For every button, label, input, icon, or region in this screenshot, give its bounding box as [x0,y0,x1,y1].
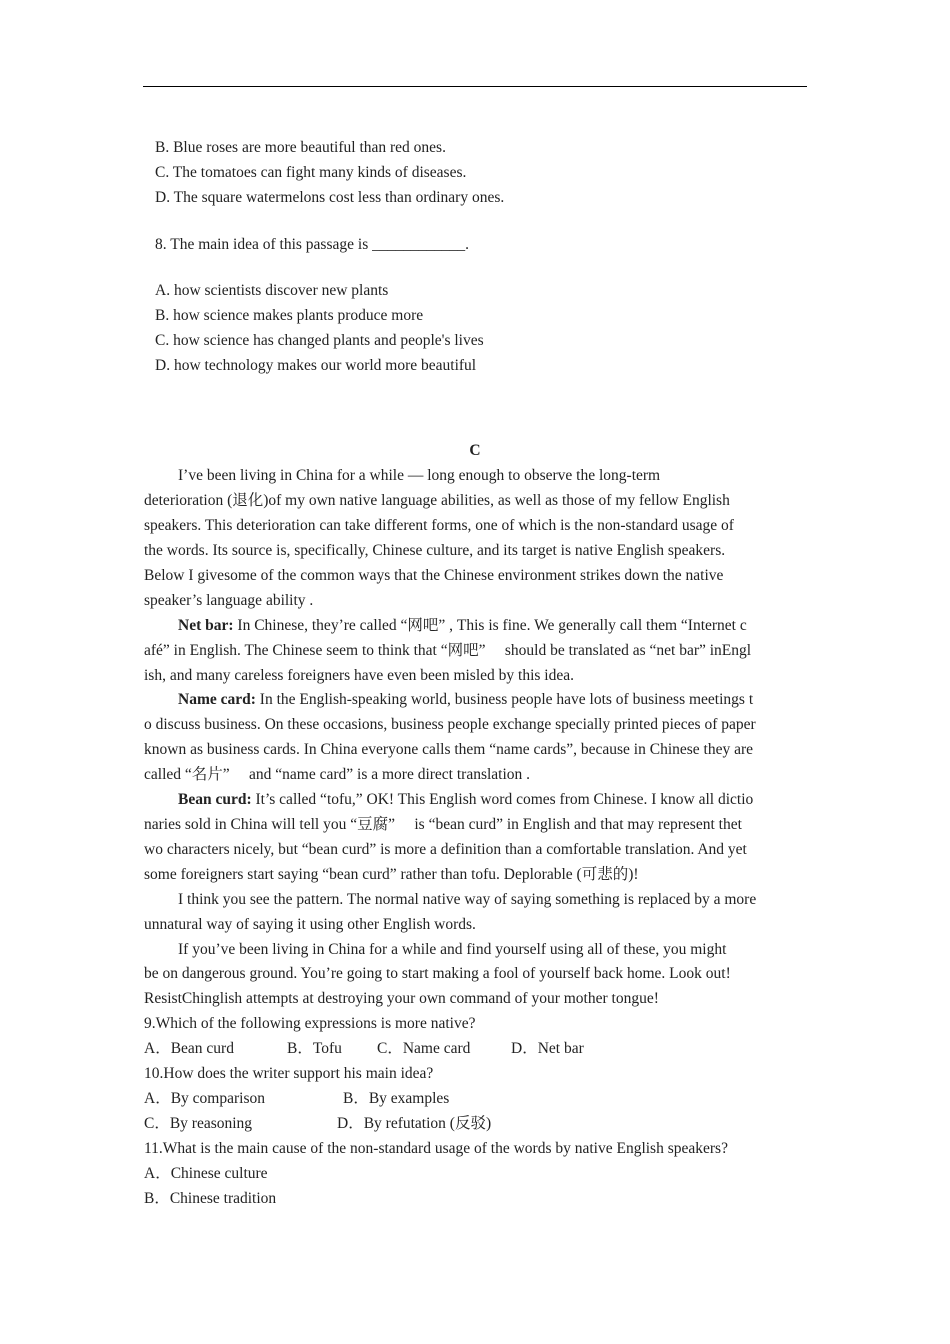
q7-option-d: D. The square watermelons cost less than ordinary ones. [155,189,505,206]
closing-line: be on dangerous ground. You’re going to start making a fool of yourself back home. Look out! [144,965,731,982]
intro-line: Below I givesome of the common ways that the Chinese environment strikes down the native [144,567,724,584]
namecard-line: Name card: In the English-speaking world, business people have lots of business meetings t [178,691,754,708]
q8-option-c: C. how science has changed plants and people's lives [155,332,484,349]
q10-option-b: B．By examples [343,1090,450,1107]
q9-option-a: A．Bean curd [144,1040,234,1057]
beancurd-line: wo characters nicely, but “bean curd” is more a definition than a comfortable translation. And yet [144,841,747,858]
netbar-label: Net bar: [178,617,234,634]
q7-option-c: C. The tomatoes can fight many kinds of diseases. [155,164,467,181]
closing-line: ResistChinglish attempts at destroying your own command of your mother tongue! [144,990,659,1007]
q10-option-a: A．By comparison [144,1090,265,1107]
q9-option-d: D．Net bar [511,1040,584,1057]
beancurd-line: some foreigners start saying “bean curd” rather than tofu. Deplorable (可悲的)! [144,866,639,883]
section-heading: C [469,442,481,459]
intro-line: I’ve been living in China for a while — long enough to observe the long-term [178,467,661,484]
namecard-label: Name card: [178,691,256,708]
netbar-line: Net bar: In Chinese, they’re called “网吧” , This is fine. We generally call them “Internet c [178,617,747,634]
q11-option-a: A．Chinese culture [144,1165,268,1182]
q9-option-b: B．Tofu [287,1040,342,1057]
intro-line: speaker’s language ability . [144,592,314,609]
q8-option-a: A. how scientists discover new plants [155,282,389,299]
q8-question: 8. The main idea of this passage is ____________. [155,236,469,253]
pattern-line: I think you see the pattern. The normal native way of saying something is replaced by a more [178,891,757,908]
netbar-line: afé” in English. The Chinese seem to think that “网吧” should be translated as “net bar” inEngl [144,642,752,659]
q10-option-d: D．By refutation (反驳) [337,1115,492,1132]
intro-line: the words. Its source is, specifically, Chinese culture, and its target is native English speakers. [144,542,726,559]
q11-option-b: B．Chinese tradition [144,1190,277,1207]
namecard-line: o discuss business. On these occasions, business people exchange specially printed pieces of paper [144,716,756,733]
beancurd-line: Bean curd: It’s called “tofu,” OK! This English word comes from Chinese. I know all dictio [178,791,754,808]
header-rule [143,86,807,87]
netbar-line: ish, and many careless foreigners have even been misled by this idea. [144,667,574,684]
q10-question: 10.How does the writer support his main idea? [144,1065,434,1082]
q8-option-b: B. how science makes plants produce more [155,307,424,324]
q9-option-c: C．Name card [377,1040,471,1057]
q11-question: 11.What is the main cause of the non-standard usage of the words by native English speakers? [144,1140,728,1157]
q10-option-c: C．By reasoning [144,1115,253,1132]
q9-question: 9.Which of the following expressions is more native? [144,1015,476,1032]
closing-line: If you’ve been living in China for a while and find yourself using all of these, you might [178,941,727,958]
intro-line: speakers. This deterioration can take different forms, one of which is the non-standard usage of [144,517,734,534]
q7-option-b: B. Blue roses are more beautiful than red ones. [155,139,446,156]
beancurd-label: Bean curd: [178,791,252,808]
q8-option-d: D. how technology makes our world more beautiful [155,357,477,374]
intro-line: deterioration (退化)of my own native language abilities, as well as those of my fellow English [144,492,730,509]
beancurd-line: naries sold in China will tell you “豆腐” is “bean curd” in English and that may represent thet [144,816,742,833]
namecard-line: known as business cards. In China everyone calls them “name cards”, because in Chinese they are [144,741,754,758]
namecard-line: called “名片” and “name card” is a more direct translation . [144,766,531,783]
pattern-line: unnatural way of saying it using other English words. [144,916,476,933]
